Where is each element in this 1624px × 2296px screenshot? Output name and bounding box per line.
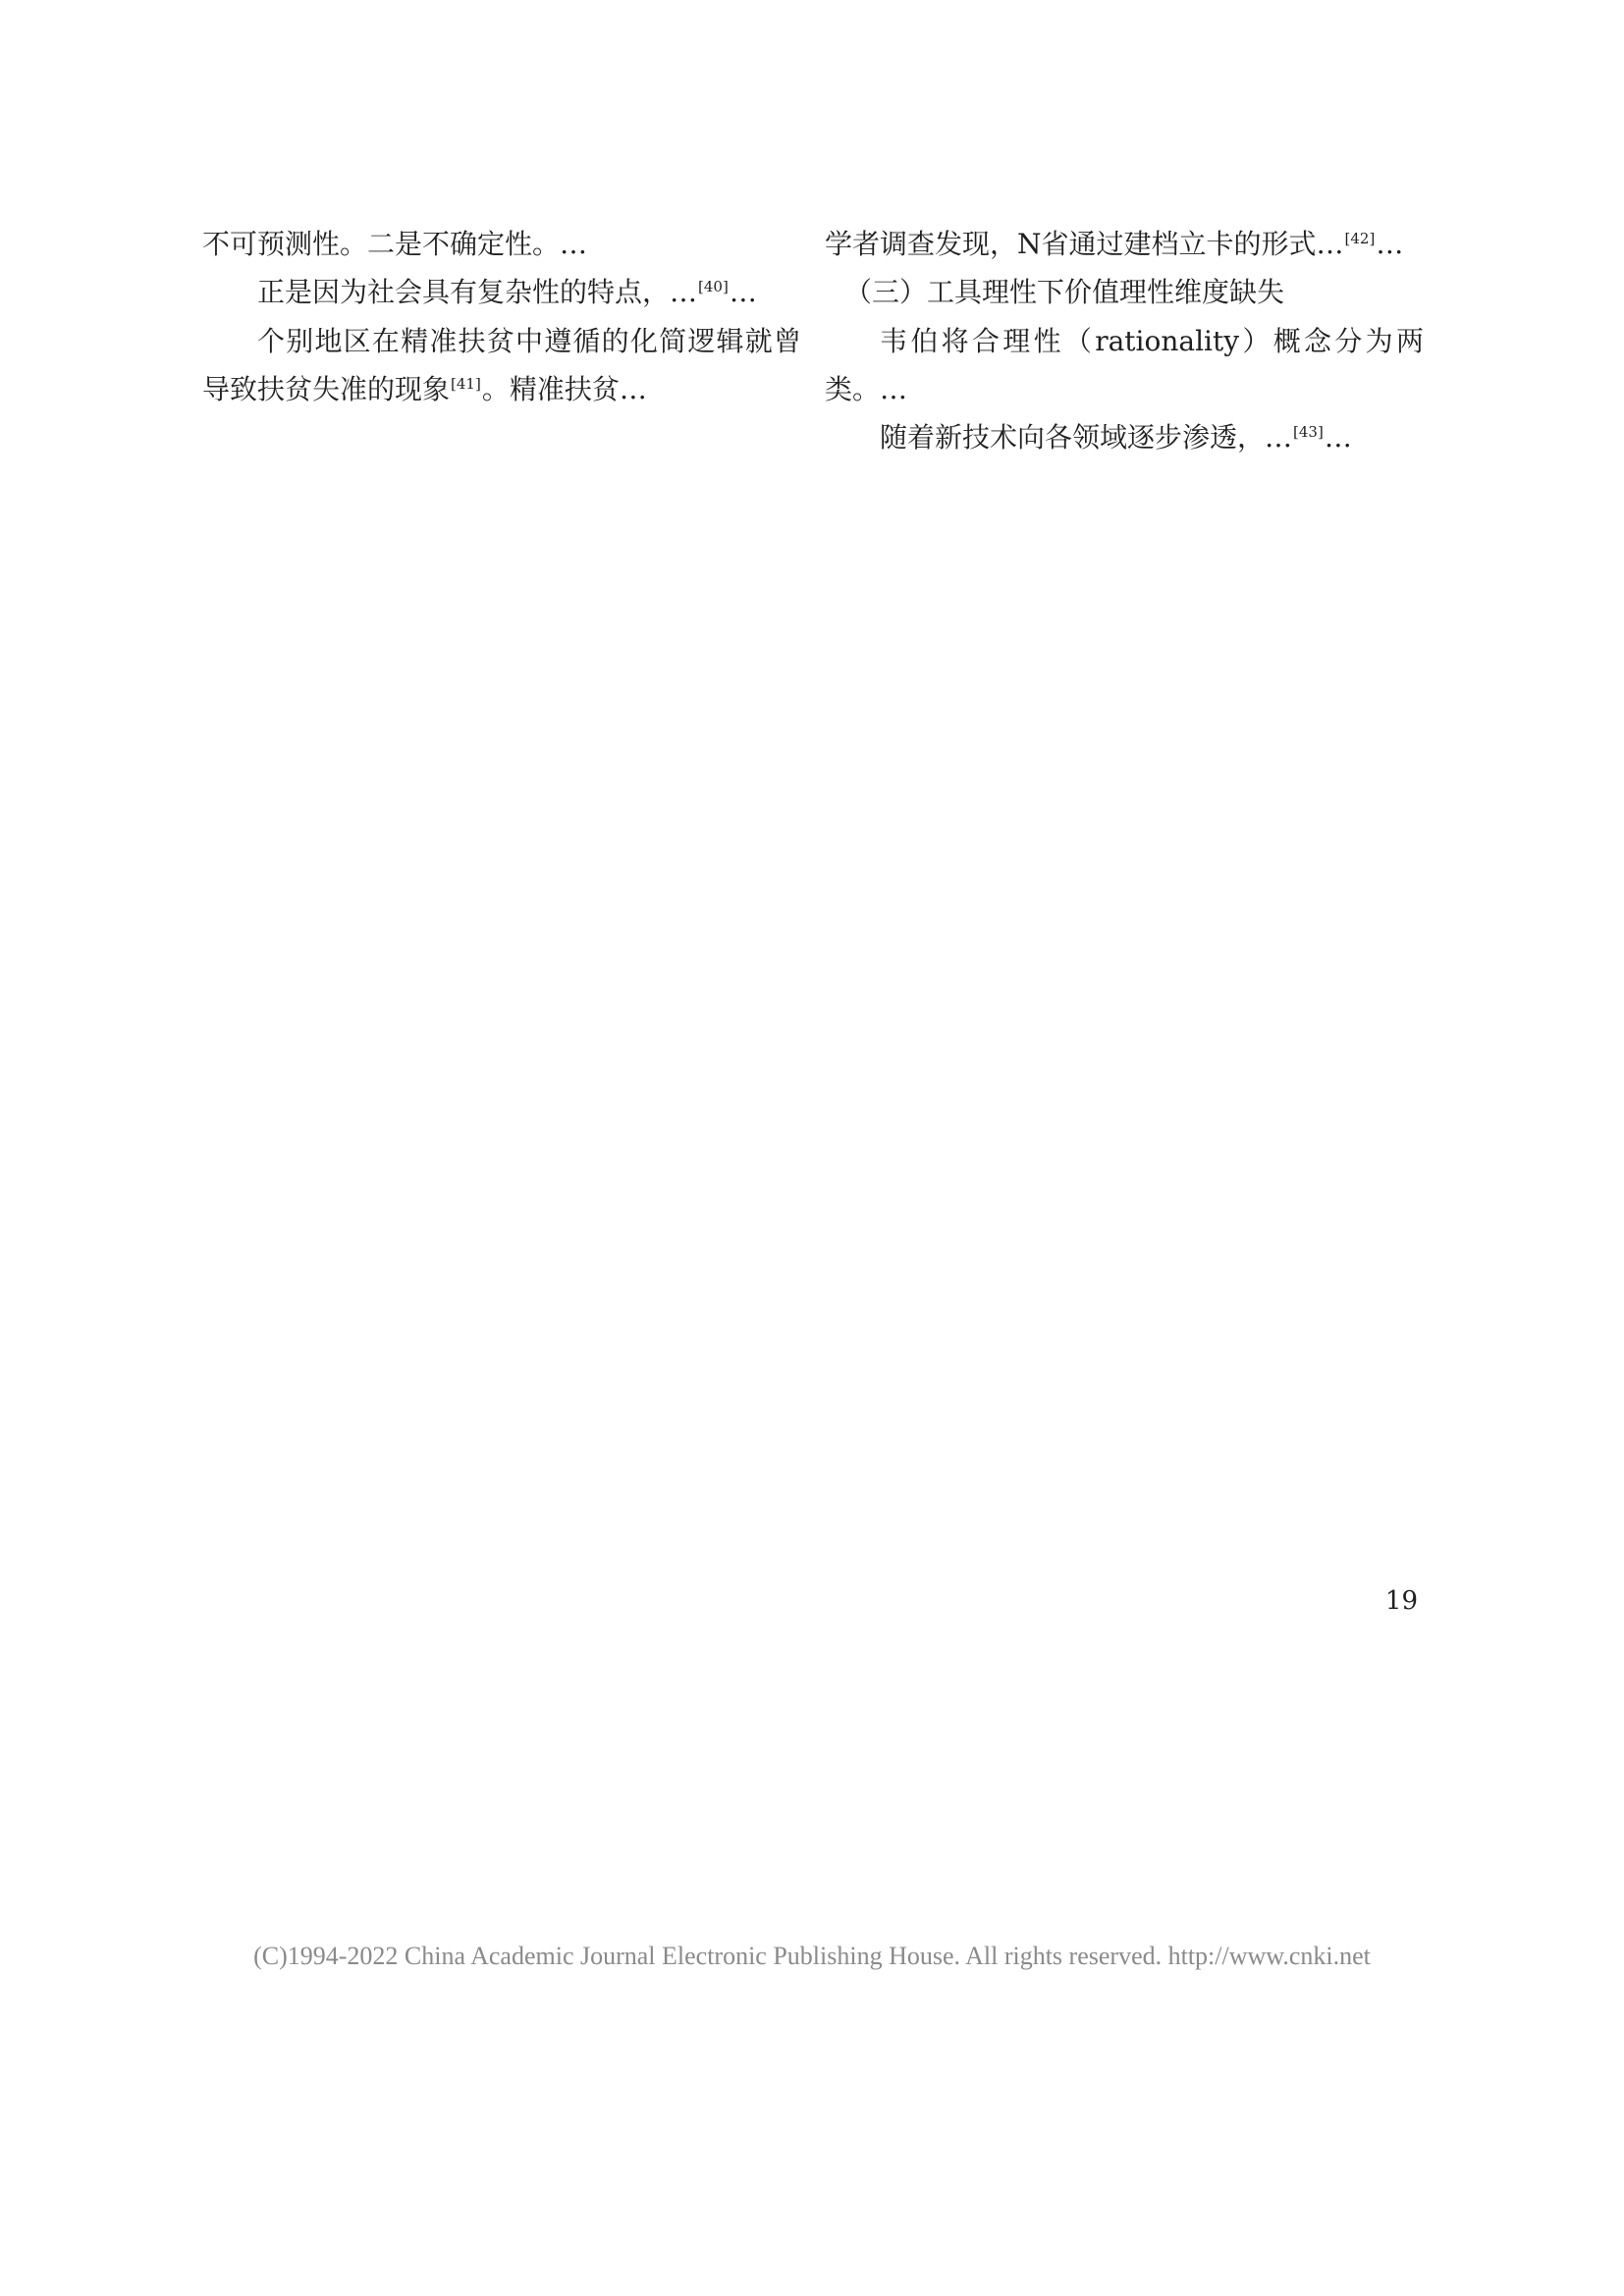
page-number: 19 <box>1384 1586 1418 1616</box>
citation-marker: [42] <box>1344 229 1376 247</box>
text-run: … <box>1324 421 1352 454</box>
left-text-column <box>202 220 801 413</box>
body-paragraph <box>825 220 1424 268</box>
text-run: … <box>1376 228 1404 260</box>
text-run: 。精准扶贫… <box>481 372 647 405</box>
copyright-footer: (C)1994-2022 China Academic Journal Electronic Publishing House. All rights reserved. http://www.cnki.net <box>253 1942 1371 1970</box>
text-run: 正是因为社会具有复杂性的特点，… <box>257 276 698 309</box>
body-paragraph <box>202 317 801 414</box>
body-paragraph <box>202 220 801 268</box>
body-paragraph <box>825 317 1424 414</box>
text-run: … <box>729 276 757 309</box>
body-paragraph <box>202 268 801 316</box>
text-run: 随着新技术向各领域逐步渗透，… <box>880 421 1293 454</box>
section-heading <box>825 268 1424 316</box>
text-run: 韦伯将合理性（rationality）概念分为两类。… <box>825 324 1424 405</box>
text-run: （三）工具理性下价值理性维度缺失 <box>844 276 1285 309</box>
text-run: 不可预测性。二是不确定性。… <box>202 228 588 260</box>
text-run: 个别地区在精准扶贫中遵循的化简逻辑就曾导致扶贫失准的现象 <box>202 324 801 405</box>
citation-marker: [41] <box>451 374 481 393</box>
right-text-column <box>825 220 1424 461</box>
citation-marker: [43] <box>1293 422 1324 441</box>
citation-marker: [40] <box>698 277 729 295</box>
text-run: 学者调查发现，N省通过建档立卡的形式… <box>825 228 1344 260</box>
body-paragraph <box>825 413 1424 461</box>
